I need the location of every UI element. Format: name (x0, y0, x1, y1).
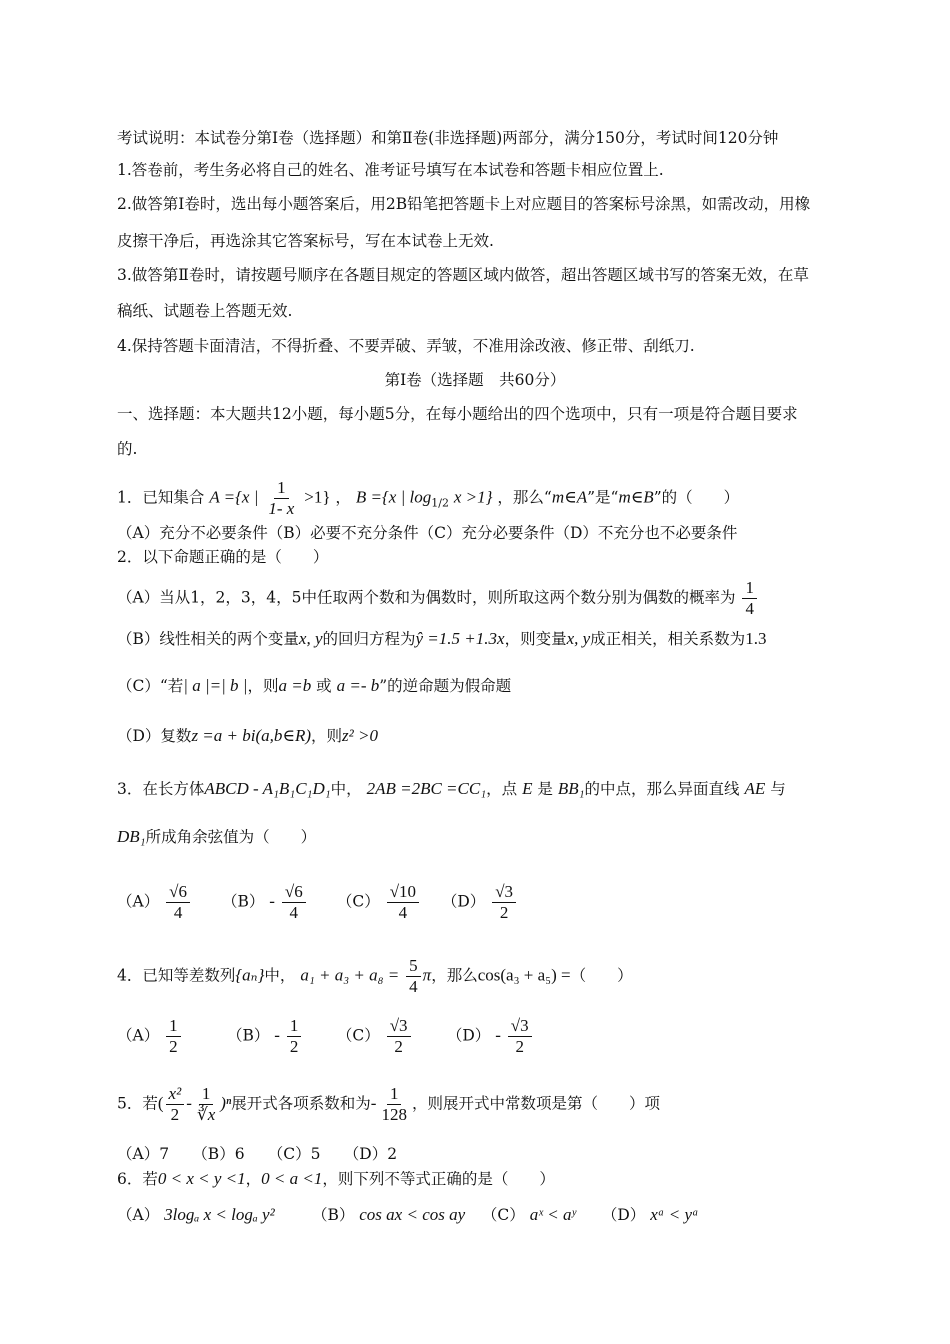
q3-text-4: 的中点，那么异面直线 (584, 780, 740, 798)
q1-in-b: m∈B (618, 487, 654, 507)
q4-d-sign: - (495, 1025, 501, 1045)
section-title: 第Ⅰ卷（选择题 共60分） (384, 371, 566, 389)
q3-b-sign: - (269, 891, 275, 911)
q4-c-denominator: 2 (394, 1037, 403, 1056)
note-1: 1.答卷前，考生务必将自己的姓名、准考证号填写在本试卷和答题卡相应位置上. (117, 161, 664, 179)
q4-b-denominator: 2 (289, 1037, 299, 1056)
q6-option-a-label: （A） (117, 1206, 160, 1224)
q1-separator: ， (335, 488, 351, 507)
question-4 (117, 956, 633, 997)
q2-d-result: z² >0 (342, 726, 378, 745)
note-3-line-2: 稿纸、试题卷上答题无效. (117, 302, 293, 320)
q3-option-c-label: （C） (336, 892, 380, 911)
q2-a-denominator: 4 (745, 599, 754, 618)
q2-b-variables: x, y (298, 629, 323, 648)
q6-c-expression: aˣ < aʸ (529, 1205, 576, 1224)
q4-text-2: ，那么 (431, 966, 478, 985)
q2-d-text-1: （D）复数 (117, 727, 192, 745)
q3-solid: ABCD - A₁B₁C₁D₁ (204, 779, 331, 798)
q3-a-numerator: √6 (166, 882, 190, 903)
q4-option-a (117, 1016, 222, 1057)
q2-b-text-2: 的回归方程为 (322, 630, 416, 648)
q4-numerator: 5 (406, 956, 421, 977)
q3-c-numerator: √10 (387, 882, 419, 903)
note-4: 4.保持答题卡面清洁，不得折叠、不要弄破、弄皱，不准用涂改液、修正带、刮纸刀. (117, 337, 695, 355)
q3-d-denominator: 2 (499, 903, 509, 922)
q4-pi: π (422, 965, 432, 985)
q1-options: （A）充分不必要条件（B）必要不充分条件（C）充分必要条件（D）不充分也不必要条件 (117, 524, 738, 542)
q3-text-3: 是 (537, 780, 553, 798)
q3-condition: 2AB =2BC =CC₁ (366, 779, 487, 798)
q2-c-equation-2: a =- b (336, 676, 380, 695)
q6-option-c (482, 1204, 597, 1226)
q4-b-numerator: 1 (287, 1016, 302, 1037)
q1-log-base: 1/2 (431, 496, 449, 510)
q5-options: （A）7 （B）6 （C）5 （D）2 (117, 1145, 398, 1163)
q3-option-a-label: （A） (117, 892, 160, 911)
q2-b-text-3: ，则变量 (504, 630, 567, 648)
q3-options (117, 882, 518, 923)
q3-option-b (222, 882, 332, 923)
q6-condition-1: 0 < x < y <1 (157, 1169, 246, 1188)
q5-minus: - (186, 1093, 192, 1113)
q4-option-d (447, 1016, 534, 1057)
q6-condition-2: 0 < a <1 (261, 1169, 323, 1188)
q2-a-text: （A）当从1，2，3，4，5中任取两个数和为偶数时，则所取这两个数分别为偶数的概率为 (117, 588, 736, 607)
q4-option-a-label: （A） (117, 1026, 160, 1045)
q3-option-b-label: （B） (221, 892, 265, 911)
q6-text-1: ，则下列不等式正确的是（ ） (322, 1170, 555, 1188)
q5-f3-denominator: 128 (381, 1105, 407, 1124)
q2-a-numerator: 1 (742, 578, 757, 599)
q3-text-1: 中， (330, 780, 362, 798)
q4-options (117, 1016, 534, 1057)
q3-a-denominator: 4 (173, 903, 183, 922)
q2-c-equation-1: a =b (278, 676, 312, 695)
q4-lead: 4．已知等差数列 (117, 966, 236, 985)
q2-c-or: 或 (316, 677, 332, 695)
question-3 (117, 778, 786, 800)
q3-option-a (117, 882, 217, 923)
q4-a-denominator: 2 (169, 1037, 178, 1056)
question-5 (117, 1084, 660, 1125)
q3-line-ae: AE (744, 779, 766, 798)
q2-c-text-3: ”的逆命题为假命题 (379, 677, 512, 695)
q3-b-numerator: √6 (282, 882, 306, 903)
q1-in-a: m∈A (551, 487, 588, 507)
q3-segment: BB₁ (557, 779, 585, 798)
q5-paren-left: ( (157, 1093, 164, 1113)
q2-b-text-1: （B）线性相关的两个变量 (117, 630, 299, 648)
q1-fraction (265, 478, 297, 519)
q2-option-c (117, 675, 511, 697)
q4-sequence: {aₙ} (235, 965, 265, 985)
q2-stem: 2．以下命题正确的是（ ） (117, 548, 329, 566)
q6-a-expression: 3logₐ x < logₐ y² (164, 1205, 275, 1224)
q3-c-denominator: 4 (398, 903, 408, 922)
question-6 (117, 1168, 555, 1190)
q3-text-2: ，点 (486, 780, 518, 798)
q5-f2-denominator: ∛x (196, 1105, 216, 1124)
q2-b-value: 1.3 (745, 629, 767, 648)
q5-text-1: 展开式各项系数和为 (231, 1094, 371, 1113)
q1-end: ”的（ ） (653, 488, 740, 507)
q3-option-d-label: （D） (441, 892, 486, 911)
q2-c-text-2: ，则 (247, 677, 279, 695)
q4-denominator: 4 (409, 977, 418, 996)
q6-option-d (602, 1204, 699, 1226)
q6-b-expression: cos ax < cos ay (359, 1205, 466, 1224)
q5-f1-denominator: 2 (170, 1105, 180, 1124)
q4-ask: cos(a₃ + a₅) = (477, 965, 571, 985)
q4-option-c (337, 1016, 442, 1057)
q3-line-db1: DB₁ (117, 827, 146, 846)
exam-instructions: 考试说明：本试卷分第Ⅰ卷（选择题）和第Ⅱ卷(非选择题)两部分，满分150分，考试时间120分钟 (117, 129, 779, 147)
q3-d-numerator: √3 (492, 882, 516, 903)
q2-b-equation: ŷ =1.5 +1.3x (415, 629, 505, 648)
q3-point: E (522, 779, 533, 798)
q2-c-text-1: （C）“若 (117, 677, 184, 695)
q1-lead: 1．已知集合 (117, 488, 205, 507)
q6-option-b (312, 1204, 477, 1226)
q1-mid2: ”是“ (587, 488, 619, 507)
q4-c-numerator: √3 (387, 1016, 411, 1037)
q6-d-expression: xᵃ < yᵃ (650, 1205, 699, 1224)
q1-set-b-tail: x >1} (453, 487, 493, 507)
q6-option-b-label: （B） (311, 1206, 355, 1224)
q2-b-variables-2: x, y (566, 629, 591, 648)
q6-option-d-label: （D） (601, 1206, 646, 1224)
q3-text-6: 所成角余弦值为（ ） (145, 828, 317, 846)
q6-separator: ， (245, 1170, 262, 1188)
note-2-line-2: 皮擦干净后，再选涂其它答案标号，写在本试卷上无效. (117, 232, 494, 250)
q3-option-c (337, 882, 437, 923)
q2-b-text-4: 成正相关，相关系数为 (590, 630, 746, 648)
question-1 (117, 478, 739, 519)
q4-d-denominator: 2 (515, 1037, 524, 1056)
q1-set-a: A ={x | (209, 487, 259, 507)
q4-option-b-label: （B） (226, 1026, 270, 1045)
q5-lead: 5．若 (117, 1094, 158, 1113)
q4-d-numerator: √3 (508, 1016, 532, 1037)
q4-b-sign: - (274, 1025, 280, 1045)
q4-option-d-label: （D） (446, 1026, 491, 1045)
q3-lead: 3．在长方体 (117, 780, 205, 798)
q3-b-denominator: 4 (289, 903, 299, 922)
q2-c-condition: | a |=| b | (183, 676, 248, 695)
q5-f1-numerator: x² (166, 1084, 185, 1105)
q4-option-c-label: （C） (336, 1026, 380, 1045)
q5-sign: - (370, 1093, 377, 1113)
q6-option-c-label: （C） (481, 1206, 525, 1224)
q4-text-1: 中， (264, 966, 296, 985)
q6-options (117, 1204, 699, 1226)
note-3-line-1: 3.做答第Ⅱ卷时，请按题号顺序在各题目规定的答题区域内做答，超出答题区域书写的答案无效，在草 (117, 266, 809, 284)
q6-option-a (117, 1204, 307, 1226)
question-3-continued (117, 826, 316, 848)
q5-f3-numerator: 1 (387, 1084, 402, 1105)
q3-text-5: 与 (770, 780, 786, 798)
q4-option-b (227, 1016, 332, 1057)
q1-mid: ，那么“ (497, 488, 552, 507)
section-instructions-line-2: 的. (117, 440, 138, 458)
q1-fraction-denominator: 1- x (268, 499, 295, 518)
q3-option-d (442, 882, 518, 923)
q2-option-b (117, 628, 766, 650)
q1-set-a-tail: >1} (304, 487, 331, 507)
q4-text-3: （ ） (570, 966, 633, 985)
q5-f2-numerator: 1 (199, 1084, 214, 1105)
note-2-line-1: 2.做答第Ⅰ卷时，选出每小题答案后，用2B铅笔把答题卡上对应题目的答案标号涂黑，如需改动，用橡 (117, 195, 811, 213)
q2-d-text-2: ，则 (311, 727, 343, 745)
q2-option-d (117, 725, 378, 747)
q5-paren-right: )ⁿ (220, 1093, 232, 1113)
q1-set-b: B ={x | log (355, 487, 432, 507)
q2-d-equation: z =a + bi(a,b∈R) (191, 726, 312, 745)
q6-lead: 6．若 (117, 1170, 158, 1188)
q2-a-fraction (742, 578, 757, 619)
q4-a-numerator: 1 (166, 1016, 181, 1037)
q5-text-2: ，则展开式中常数项是第（ ）项 (411, 1094, 660, 1113)
section-instructions-line-1: 一、选择题：本大题共12小题，每小题5分，在每小题给出的四个选项中，只有一项是符合题目要求 (117, 405, 798, 423)
q4-equation: a₁ + a₃ + a₈ = (300, 965, 400, 985)
q1-fraction-numerator: 1 (274, 478, 289, 499)
q2-option-a (117, 578, 759, 619)
